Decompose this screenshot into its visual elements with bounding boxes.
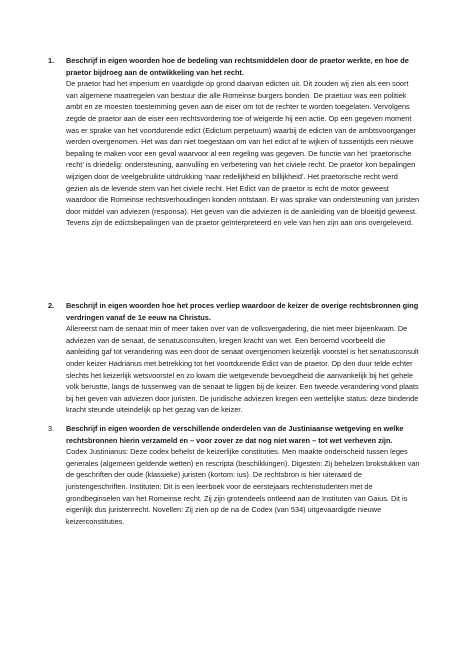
question-number: 2. (48, 301, 55, 310)
question-1 (48, 55, 420, 229)
answer-text: De praetor had het imperium en vaardigde op grond daarvan edicten uit. Dit zouden wij zien als een soort van algemene maatregelen van bestuur die alle Romeinse burgers bonden. De praetuur was een politiek ambt en ze moesten toestemming geven aan de eiser om tot de rechter te worden toegelaten. Vervolgens zegde de praetor aan de eiser een rechtsvordering toe of weigerde hij een actie. Op een gegeven moment was er sprake van het voortdurende edict (Edictum perpetuum) waarbij de edicten van de ambtsvoorganger werden overgenomen. Het was dan niet toegestaan om van het edict af te wijken of tussentijds een nieuwe bepaling te maken voor een geval waarvoor al een regeling was gegeven. De functie van het ‘praetorische recht’ is driedelig: ondersteuning, aanvulling en verbetering van het civiele recht. De praetor kon bepalingen wijzigen door de veelgebruikte uitdrukking ‘naar redelijkheid en billijkheid’. Het praetorische recht werd gezien als de levende stem van het civiele recht. Het Edict van de praetor is echt de motor geweest waardoor die Romeinse rechtsverhoudingen konden ontstaan. Er was sprake van ondersteuning van juristen door middel van adviezen (responsa). Het geven van die adviezen is de aanleiding van de bloeitijd geweest. Tevens zijn de edictsbepalingen van de praetor geïnterpreteerd en vele van hen zijn aan ons overgeleverd. (66, 79, 420, 228)
question-number: 1. (48, 56, 55, 65)
question-title: Beschrijf in eigen woorden hoe het proces verliep waardoor de keizer de overige rechtsbronnen ging verdringen vanaf de 1e eeuw na Christus. (66, 301, 419, 322)
answer-text: Allereerst nam de senaat min of meer taken over van de volksvergadering, die niet meer bijeenkwam. De adviezen van de senaat, de senatusconsulten, kregen kracht van wet. Een beroemd voorbeeld die aanleiding gaf tot verandering was een door de senaat overgenomen keizerlijk voorstel is het senatusconsult onder keizer Hadrianus met betrekking tot het voortdurende Edict van de praetor. Op den duur telde echter slechts het keizerlijk wetsvoorstel en zo kwam die wetgevende bevoegdheid die aanvankelijk bij het gehele volk berustte, langs de tussenweg van de senaat te liggen bij de keizer. Een tweede verandering vond plaats bij het geven van adviezen door juristen. De juridische adviezen kregen een wettelijke status: deze bindende kracht steunde uiteindelijk op het gezag van de keizer. (66, 324, 419, 415)
question-title: Beschrijf in eigen woorden hoe de bedeling van rechtsmiddelen door de praetor werkte, en hoe de praetor bijdroeg aan de ontwikkeling van het recht. (66, 56, 409, 77)
question-3 (48, 423, 420, 527)
answer-text: Codex Justinianus: Deze codex behelst de keizerlijke constituties. Men maakte onderscheid tussen leges generales (algemeen geldende wetten) en rescripta (beschikkingen). Digesten: Zij behelzen brokstukken van de geschriften der oude (klassieke) juristen (kortom: ius). De rechtsbron is hier uiteraard de juristengeschriften. Instituten: Dit is een leerboek voor de eerstejaars rechtenstudenten met de grondbeginselen van het Romeinse recht. Zij zijn grotendeels ontleend aan de Instituten van Gaius. Dit is eigenlijk dus juristenrecht. Novellen: Zij zien op de na de Codex (van 534) uitgevaardigde nieuwe keizerconstituties. (66, 447, 420, 526)
question-number: 3. (48, 424, 55, 433)
question-title: Beschrijf in eigen woorden de verschillende onderdelen van de Justiniaanse wetgeving en welke rechtsbronnen hierin verzameld en – voor zover ze dat nog niet waren – tot wet verheven zijn. (66, 424, 404, 445)
question-2 (48, 300, 420, 416)
